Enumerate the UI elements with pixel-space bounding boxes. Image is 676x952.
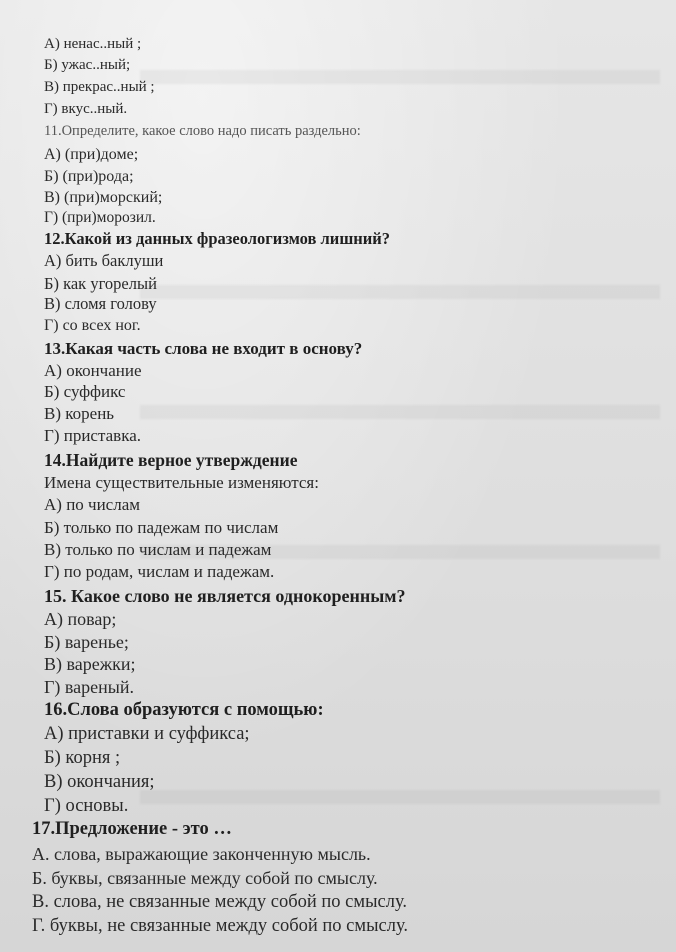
answer-line: А) повар; — [44, 609, 117, 629]
answer-line: Б) ужас..ный; — [44, 57, 131, 73]
question-line: 12.Какой из данных фразеологизмов лишний? — [44, 229, 391, 248]
question-line: 17.Предложение - это … — [32, 819, 232, 839]
answer-line: Б) суффикс — [44, 382, 126, 401]
answer-line: Б) как угорелый — [44, 274, 157, 293]
answer-line: А) приставки и суффикса; — [44, 724, 250, 744]
question-line: 15. Какое слово не является однокоренным? — [44, 586, 406, 606]
answer-line: Г) вкус..ный. — [44, 101, 128, 117]
answer-line: В) окончания; — [44, 772, 155, 792]
show-through-shadow — [140, 285, 660, 299]
answer-line: В) (при)морский; — [44, 189, 163, 206]
answer-line: В) только по числам и падежам — [44, 540, 272, 559]
show-through-shadow — [140, 790, 660, 804]
answer-line: Г) по родам, числам и падежам. — [44, 562, 275, 581]
show-through-shadow — [140, 70, 660, 84]
answer-line: В. слова, не связанные между собой по смыслу. — [32, 892, 407, 912]
answer-line: В) варежки; — [44, 654, 136, 674]
answer-line: В) корень — [44, 404, 115, 423]
answer-line: Г) приставка. — [44, 426, 141, 445]
answer-line: А. слова, выражающие законченную мысль. — [32, 844, 371, 864]
answer-line: Г. буквы, не связанные между собой по смыслу. — [32, 916, 408, 936]
answer-line: А) по числам — [44, 495, 141, 514]
question-line: 11.Определите, какое слово надо писать раздельно: — [44, 123, 361, 139]
answer-line: Б) только по падежам по числам — [44, 518, 279, 537]
answer-line: Г) (при)морозил. — [44, 209, 156, 226]
answer-line: Б) корня ; — [44, 748, 121, 768]
answer-line: Г) со всех ног. — [44, 317, 141, 334]
answer-line: А) ненас..ный ; — [44, 36, 142, 52]
answer-line: В) сломя голову — [44, 294, 157, 313]
answer-line: Г) вареный. — [44, 677, 134, 697]
answer-line: Б) варенье; — [44, 632, 129, 652]
answer-line: Б. буквы, связанные между собой по смыслу. — [32, 868, 378, 888]
answer-line: Б) (при)рода; — [44, 168, 134, 185]
question-line: 16.Слова образуются с помощью: — [44, 700, 324, 720]
answer-line: В) прекрас..ный ; — [44, 79, 155, 95]
answer-line: Имена существительные изменяются: — [44, 473, 319, 492]
answer-line: Г) основы. — [44, 796, 129, 816]
question-line: 14.Найдите верное утверждение — [44, 450, 298, 470]
show-through-shadow — [140, 405, 660, 419]
answer-line: А) бить баклуши — [44, 251, 164, 270]
answer-line: А) окончание — [44, 361, 142, 380]
answer-line: А) (при)доме; — [44, 146, 139, 163]
question-line: 13.Какая часть слова не входит в основу? — [44, 339, 363, 358]
